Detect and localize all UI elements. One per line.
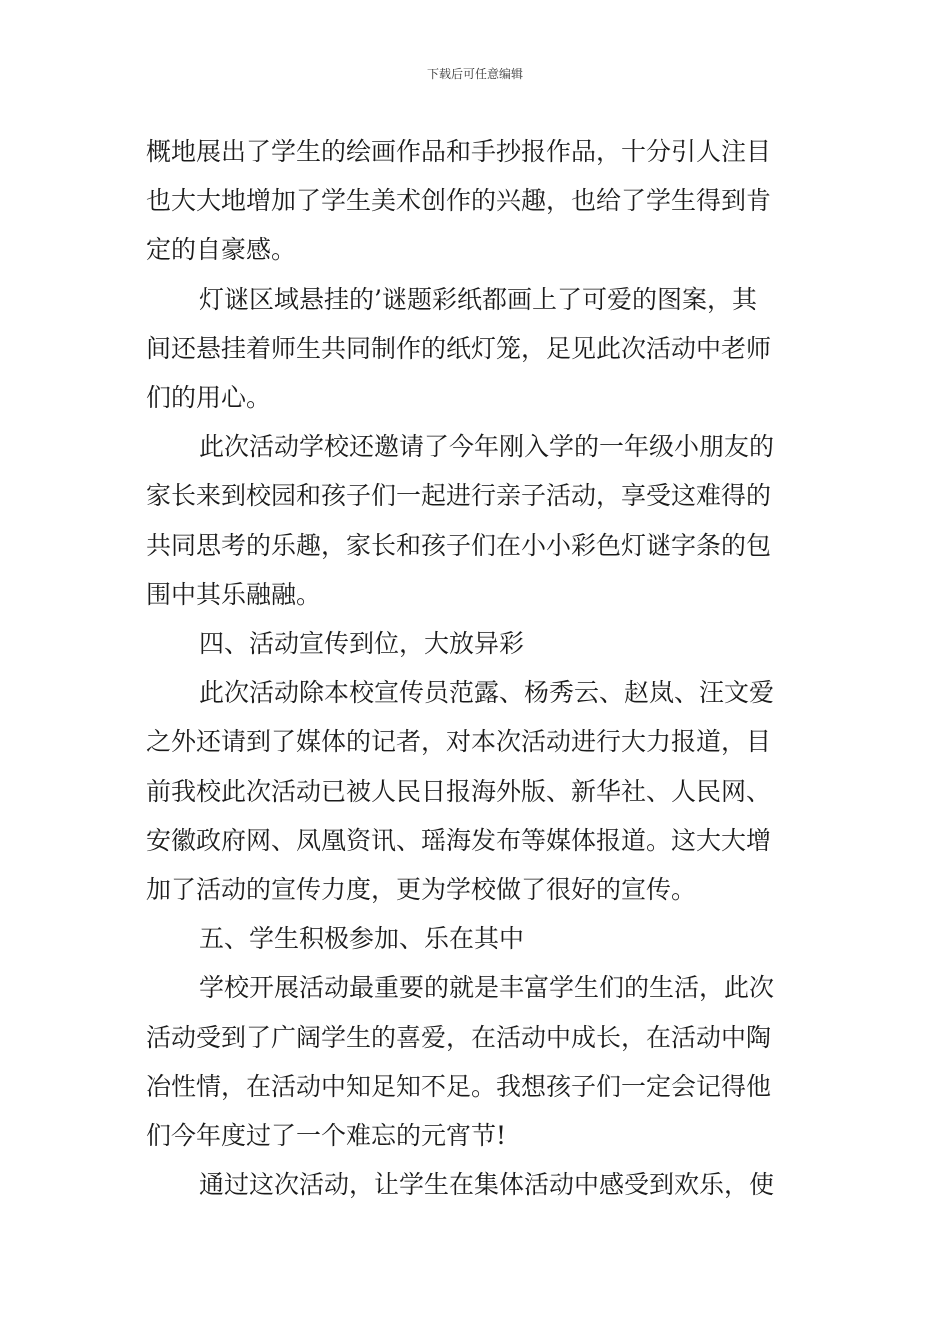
text-line: 家长来到校园和孩子们一起进行亲子活动，享受这难得的 — [146, 481, 772, 511]
text-line: 灯谜区域悬挂的’谜题彩纸都画上了可爱的图案，其 — [199, 284, 757, 314]
text-line: 活动受到了广阔学生的喜爱，在活动中成长，在活动中陶 — [146, 1022, 772, 1052]
text-line: 也大大地增加了学生美术创作的兴趣，也给了学生得到肯 — [146, 186, 772, 216]
text-line: 之外还请到了媒体的记者，对本次活动进行大力报道，目 — [146, 727, 772, 757]
text-line: 此次活动学校还邀请了今年刚入学的一年级小朋友的 — [199, 432, 775, 462]
text-line: 间还悬挂着师生共同制作的纸灯笼，足见此次活动中老师 — [146, 333, 772, 363]
page-header: 下载后可任意编辑 — [426, 67, 523, 81]
text-line: 定的自豪感。 — [146, 235, 297, 265]
text-line: 此次活动除本校宣传员范露、杨秀云、赵岚、汪文爱 — [199, 678, 775, 708]
text-line: 共同思考的乐趣，家长和孩子们在小小彩色灯谜字条的包 — [146, 530, 772, 560]
text-line: 安徽政府网、凤凰资讯、瑶海发布等媒体报道。这大大增 — [146, 825, 772, 855]
text-line: 们今年度过了一个难忘的元宵节! — [146, 1121, 507, 1151]
text-line: 通过这次活动，让学生在集体活动中感受到欢乐，使 — [199, 1170, 775, 1200]
text-line: 前我校此次活动已被人民日报海外版、新华社、人民网、 — [146, 776, 772, 806]
text-line: 概地展出了学生的绘画作品和手抄报作品，十分引人注目 — [146, 137, 772, 166]
text-line: 冶性情，在活动中知足知不足。我想孩子们一定会记得他 — [146, 1071, 772, 1101]
text-line: 四、活动宣传到位，大放异彩 — [199, 629, 525, 659]
text-line: 学校开展活动最重要的就是丰富学生们的生活，此次 — [199, 973, 775, 1003]
text-line: 加了活动的宣传力度，更为学校做了很好的宣传。 — [146, 875, 697, 905]
document-body — [146, 127, 814, 1209]
text-line: 五、学生积极参加、乐在其中 — [199, 924, 525, 954]
text-line: 围中其乐融融。 — [146, 579, 322, 609]
text-line: 们的用心。 — [146, 383, 272, 413]
